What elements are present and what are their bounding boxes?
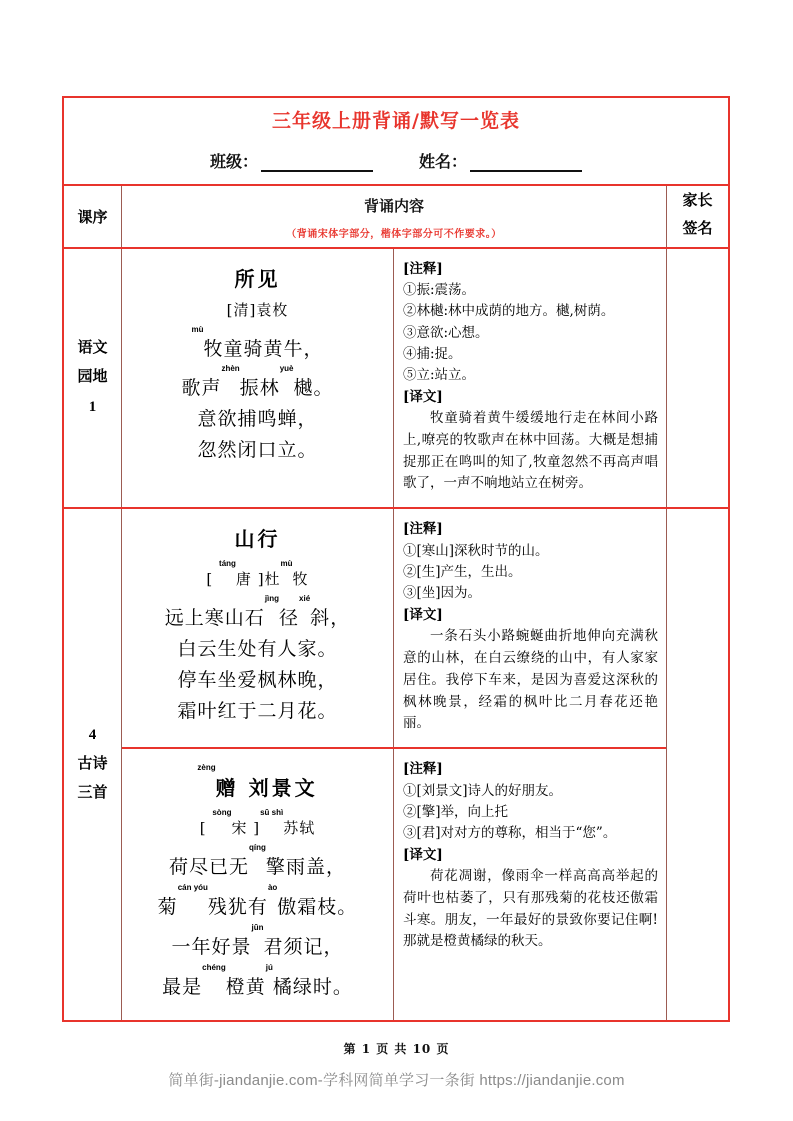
note-item: ③意欲:心想。 [403, 324, 489, 341]
poem-line: 远上寒山石jìng径xié斜， [164, 594, 351, 630]
order-cell-group-0 [64, 249, 122, 508]
note-item: ②[擎]举，向上托 [403, 803, 509, 820]
order-line: 1 [88, 398, 97, 415]
name-label: 姓名： [419, 153, 468, 171]
poem-cell-shanxing [122, 509, 394, 747]
column-header-row [64, 186, 728, 249]
poem-title: 所见 [234, 266, 281, 291]
class-blank-line[interactable] [261, 155, 373, 172]
annotation-cell-suojian [394, 249, 666, 508]
poem-line: 停车坐爱枫林晚， [177, 668, 338, 691]
watermark-text: 简单街-jiandanjie.com-学科网简单学习一条街 https://jiandanjie.com [168, 1072, 625, 1089]
poem-author: [清]袁枚 [226, 300, 289, 319]
class-field[interactable] [210, 149, 373, 172]
poem-cell-suojian [122, 249, 394, 508]
poem-title: 山行 [234, 527, 281, 552]
table-header-block [64, 98, 728, 186]
poem-line: 一年好景jūn君须记， [171, 922, 344, 958]
annotation-cell-shanxing [394, 509, 666, 747]
signature-label-line2: 签名 [682, 221, 713, 238]
group-1-poems [122, 509, 672, 1020]
signature-label-line1: 家长 [682, 193, 713, 210]
translation-heading: [译文] [403, 388, 443, 405]
translation-text: 荷花凋谢，像雨伞一样高高高举起的荷叶也枯萎了，只有那残菊的花枝还傲霜 斗寒。朋友，一年最好的景致你要记住啊!那就是橙黄橘绿的秋天。 [403, 867, 672, 950]
annotation-cell-zengliujingwen [394, 749, 672, 1020]
translation-text: 牧童骑着黄牛缓缓地行走在林间小路上,嘹亮的牧歌声在林中回荡。大概是想捕捉那正在鸣叫的知了,牧童忽然不再高声唱歌了，一声不响地站立在树旁。 [403, 409, 658, 492]
page-title: 三年级上册背诵/默写一览表 [272, 110, 520, 132]
note-item: ④捕:捉。 [403, 345, 462, 362]
class-label: 班级： [209, 153, 258, 171]
note-item: ②林樾:林中成荫的地方。樾,树荫。 [403, 303, 615, 320]
poem-line: 霜叶红于二月花。 [177, 699, 338, 722]
recitation-table [62, 96, 730, 1022]
poem-cell-zengliujingwen [122, 749, 394, 1020]
student-identity-row [64, 149, 728, 172]
page-indicator: 第 1 页 共 10 页 [343, 1042, 450, 1056]
column-header-content [122, 186, 666, 247]
poem-line: 菊cán yóu残犹有ào傲霜枝。 [157, 883, 358, 919]
poem-author: [ sòng宋 ]sū shì苏轼 [199, 808, 316, 838]
translation-heading: [译文] [403, 606, 443, 623]
note-item: ⑤立:站立。 [403, 367, 476, 384]
order-line: 古诗 [77, 756, 108, 773]
signature-cell-group-1[interactable] [666, 509, 728, 1020]
group-0-poems [122, 249, 666, 508]
column-header-signature [666, 186, 728, 247]
poem-title: zèng赠 刘景文 [197, 763, 318, 801]
name-field[interactable] [419, 149, 582, 172]
poem-line: 歌声zhèn振林yuè樾。 [181, 364, 334, 400]
poem-row [122, 749, 672, 1020]
order-line: 三首 [77, 785, 108, 802]
translation-text: 一条石头小路蜿蜒曲折地伸向充满秋意的山林，在白云缭绕的山中，有人家家居住。我停下车来，是因为喜爱这深秋的枫林晚景，经霜的枫叶比二月春花还艳丽。 [403, 627, 658, 732]
poem-row [122, 509, 666, 749]
column-header-content-title: 背诵内容 [363, 198, 424, 215]
column-header-content-note: （背诵宋体字部分，楷体字部分可不作要求。） [286, 228, 502, 240]
signature-cell-group-0[interactable] [666, 249, 728, 508]
order-line: 4 [88, 726, 97, 743]
note-item: ②[生]产生，生出。 [403, 563, 522, 580]
column-header-order: 课序 [64, 186, 122, 247]
poem-line: 白云生处有人家。 [177, 638, 338, 661]
translation-heading: [译文] [403, 846, 443, 863]
order-line: 园地 [77, 369, 108, 386]
poem-row [122, 249, 666, 508]
note-item: ③[坐]因为。 [403, 585, 482, 602]
note-item: ①振:震荡。 [403, 281, 476, 298]
name-blank-line[interactable] [470, 155, 582, 172]
poem-line: 荷尽已无qíng擎雨盖， [169, 843, 346, 879]
notes-heading: [注释] [403, 260, 443, 277]
table-row [64, 249, 728, 510]
poem-author: [ táng唐 ]杜mù牧 [206, 559, 309, 589]
notes-heading: [注释] [403, 761, 443, 778]
notes-heading: [注释] [403, 521, 443, 538]
poem-line: 意欲捕鸣蝉， [197, 408, 318, 431]
order-line: 语文 [77, 340, 108, 357]
note-item: ①[寒山]深秋时节的山。 [403, 542, 549, 559]
note-item: ③[君]对对方的尊称，相当于“您”。 [403, 825, 617, 842]
poem-line: 忽然闭口立。 [197, 438, 318, 461]
note-item: ①[刘景文]诗人的好朋友。 [403, 782, 563, 799]
poem-line: 最是chéng橙黄jú橘绿时。 [162, 962, 353, 998]
poem-line: mù牧童骑黄牛， [191, 324, 324, 360]
order-cell-group-1 [64, 509, 122, 1020]
table-row [64, 509, 728, 1020]
